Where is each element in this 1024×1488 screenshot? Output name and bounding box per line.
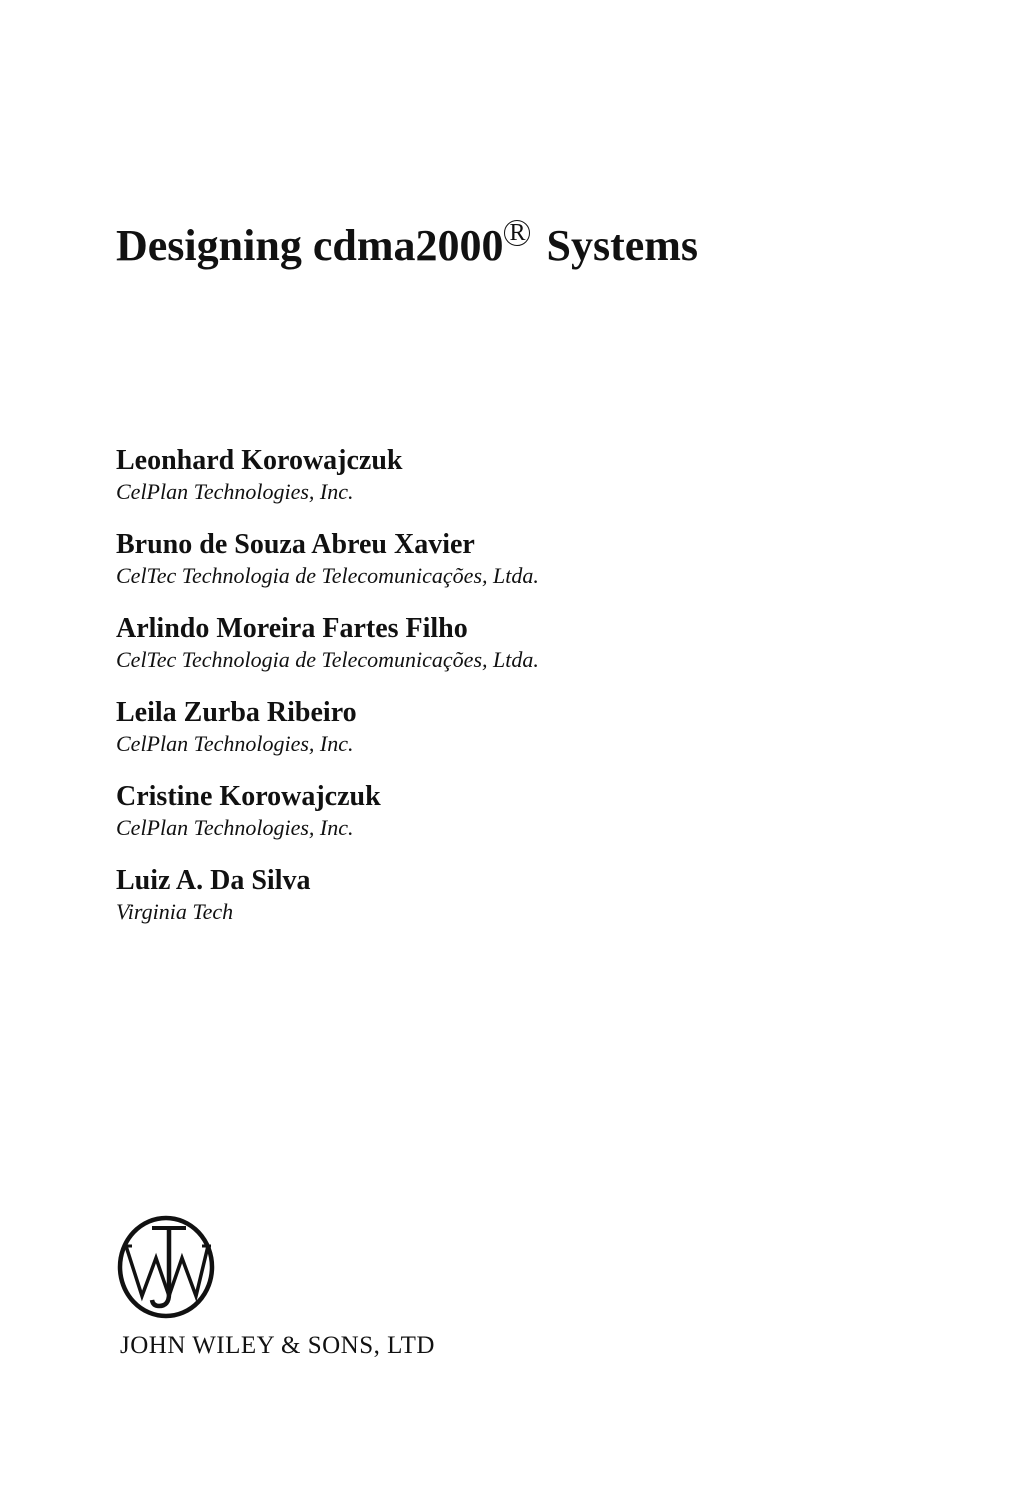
author-name: Arlindo Moreira Fartes Filho xyxy=(116,613,468,644)
book-title-main: Designing cdma2000 xyxy=(116,221,504,270)
author-name: Cristine Korowajczuk xyxy=(116,781,381,812)
author-affiliation: CelTec Technologia de Telecomunicações, Ltda. xyxy=(116,563,539,588)
author-affiliation: CelPlan Technologies, Inc. xyxy=(116,815,354,840)
author-name: Leila Zurba Ribeiro xyxy=(116,697,357,728)
wiley-jw-logo-icon xyxy=(116,1214,216,1320)
book-title-suffix: Systems xyxy=(546,221,699,270)
author-entry xyxy=(116,528,539,612)
author-entry xyxy=(116,696,539,780)
author-list xyxy=(116,444,539,948)
author-affiliation: CelPlan Technologies, Inc. xyxy=(116,731,354,756)
registered-trademark-icon: R xyxy=(504,220,530,246)
publisher-name: JOHN WILEY & SONS, LTD xyxy=(120,1332,435,1359)
author-name: Bruno de Souza Abreu Xavier xyxy=(116,529,475,560)
author-affiliation: CelPlan Technologies, Inc. xyxy=(116,479,354,504)
author-affiliation: Virginia Tech xyxy=(116,899,234,924)
author-name: Leonhard Korowajczuk xyxy=(116,445,403,476)
author-entry xyxy=(116,780,539,864)
author-affiliation: CelTec Technologia de Telecomunicações, Ltda. xyxy=(116,647,539,672)
author-entry xyxy=(116,864,539,948)
book-title xyxy=(116,218,698,274)
author-entry xyxy=(116,612,539,696)
author-entry xyxy=(116,444,539,528)
author-name: Luiz A. Da Silva xyxy=(116,865,311,896)
